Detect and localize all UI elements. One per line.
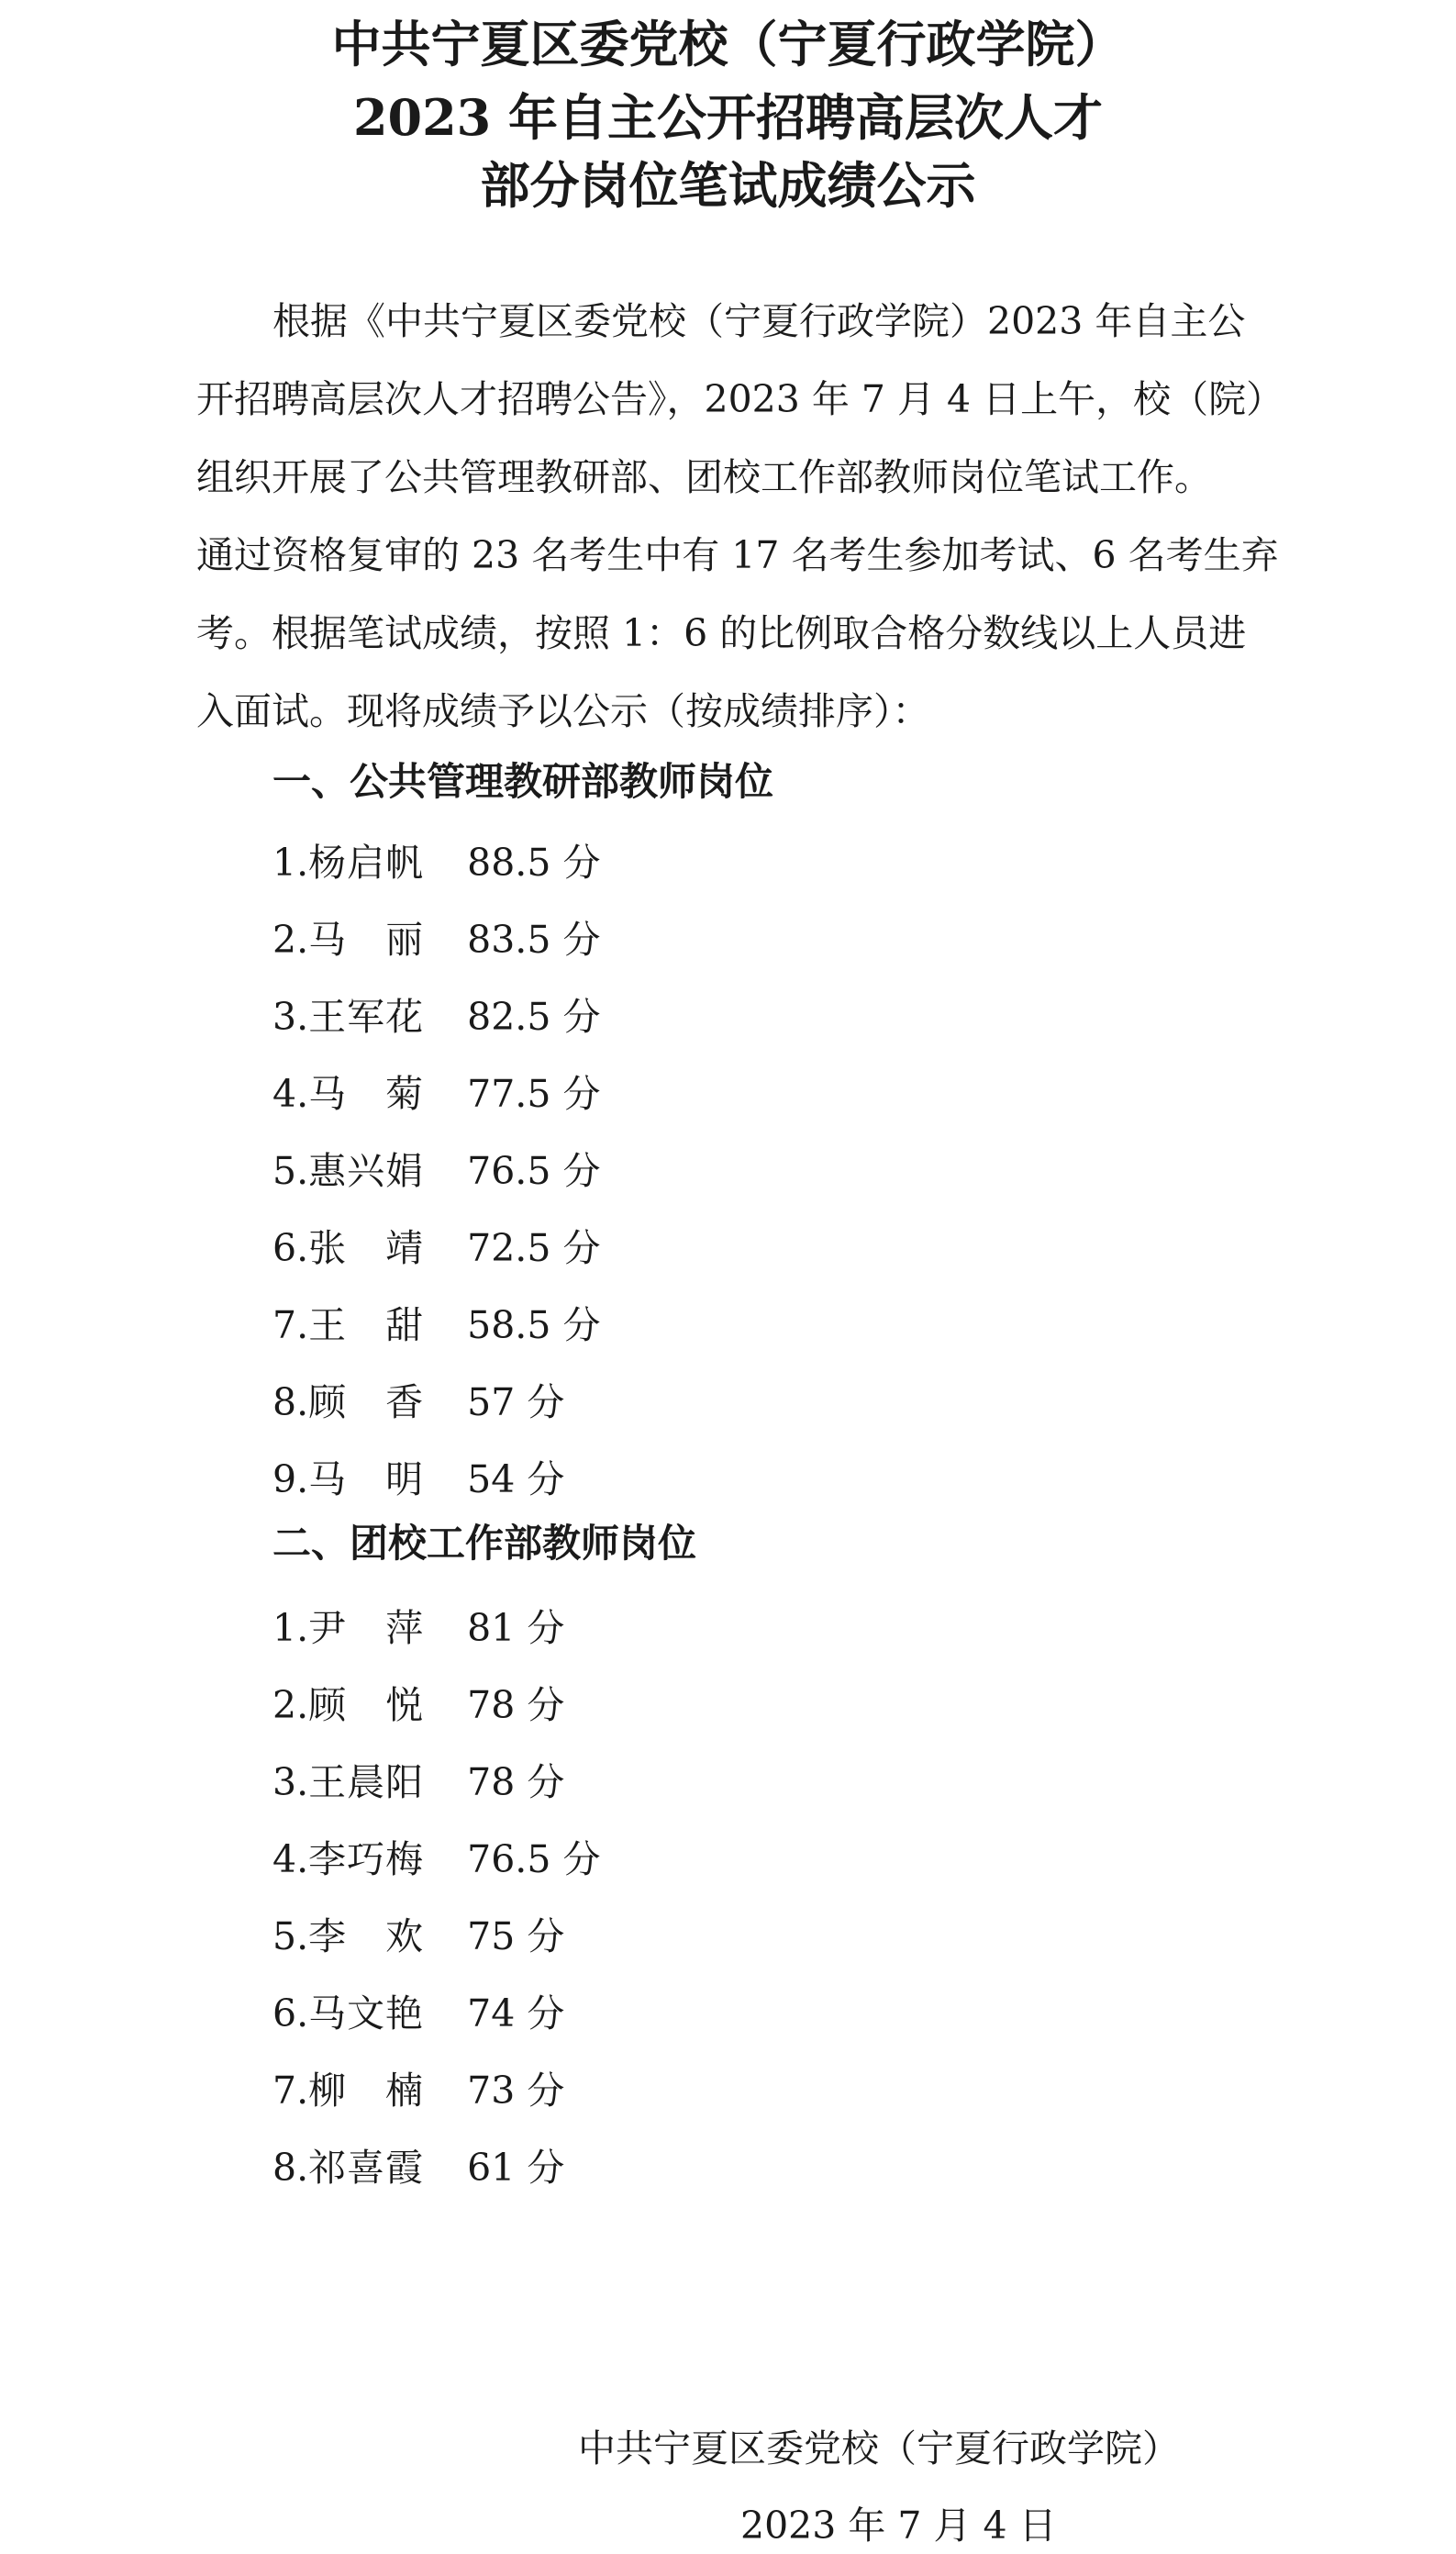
- item-name: 柳楠: [308, 2069, 424, 2113]
- list-item: [272, 1375, 564, 1430]
- item-name: 马丽: [308, 918, 424, 962]
- item-index: 2.: [272, 918, 309, 962]
- list-item: [272, 2140, 564, 2195]
- list-item: [272, 1600, 564, 1656]
- section-heading-2: 二、团校工作部教师岗位: [272, 1521, 697, 1566]
- item-index: 1.: [272, 1606, 309, 1650]
- item-name: 李巧梅: [308, 1837, 424, 1881]
- list-item: [272, 1909, 564, 1964]
- item-index: 2.: [272, 1683, 309, 1727]
- item-score: 58.5 分: [467, 1303, 601, 1347]
- item-score: 73 分: [467, 2069, 565, 2113]
- item-score: 83.5 分: [467, 918, 601, 962]
- list-item: [272, 1986, 564, 2041]
- paragraph-line: 入面试。现将成绩予以公示（按成绩排序）：: [196, 689, 930, 733]
- item-score: 78 分: [467, 1683, 565, 1727]
- item-score: 61 分: [467, 2146, 565, 2190]
- paragraph-line: 开招聘高层次人才招聘公告》，2023 年 7 月 4 日上午，校（院）: [196, 377, 1284, 421]
- item-index: 4.: [272, 1072, 309, 1116]
- item-index: 3.: [272, 995, 309, 1039]
- list-item: [272, 1832, 600, 1887]
- list-item: [272, 2063, 564, 2118]
- paragraph-line: 考。根据笔试成绩，按照 1：6 的比例取合格分数线以上人员进: [196, 611, 1247, 655]
- signature-date: 2023 年 7 月 4 日: [740, 2504, 1057, 2548]
- intro-paragraph: [196, 283, 1284, 751]
- item-name: 李欢: [308, 1914, 424, 1958]
- item-score: 78 分: [467, 1760, 565, 1804]
- item-name: 惠兴娟: [308, 1149, 424, 1193]
- section-heading-1: 一、公共管理教研部教师岗位: [272, 759, 774, 804]
- item-score: 77.5 分: [467, 1072, 601, 1116]
- list-item: [272, 1143, 600, 1199]
- item-index: 7.: [272, 2069, 309, 2113]
- paragraph-line: 根据《中共宁夏区委党校（宁夏行政学院）2023 年自主公: [272, 299, 1246, 343]
- item-index: 1.: [272, 841, 309, 885]
- item-name: 王军花: [308, 995, 424, 1039]
- item-index: 8.: [272, 1380, 309, 1424]
- item-score: 75 分: [467, 1914, 565, 1958]
- paragraph-line: 组织开展了公共管理教研部、团校工作部教师岗位笔试工作。: [196, 455, 1212, 499]
- item-name: 张靖: [308, 1226, 424, 1270]
- item-score: 54 分: [467, 1457, 565, 1501]
- item-name: 杨启帆: [308, 841, 424, 885]
- item-name: 马菊: [308, 1072, 424, 1116]
- list-item: [272, 989, 600, 1044]
- item-score: 76.5 分: [467, 1149, 601, 1193]
- item-name: 祁喜霞: [308, 2146, 424, 2190]
- item-score: 76.5 分: [467, 1837, 601, 1881]
- list-item: [272, 1755, 564, 1810]
- title-line-1: 中共宁夏区委党校（宁夏行政学院）: [331, 15, 1125, 73]
- item-name: 马明: [308, 1457, 424, 1501]
- list-item: [272, 1066, 600, 1121]
- item-score: 88.5 分: [467, 841, 601, 885]
- item-name: 马文艳: [308, 1991, 424, 2035]
- item-name: 顾香: [308, 1380, 424, 1424]
- item-score: 74 分: [467, 1991, 565, 2035]
- item-score: 57 分: [467, 1380, 565, 1424]
- list-item: [272, 1452, 564, 1507]
- item-index: 4.: [272, 1837, 309, 1881]
- list-item: [272, 835, 600, 890]
- item-name: 王晨阳: [308, 1760, 424, 1804]
- list-item: [272, 1678, 564, 1733]
- item-name: 顾悦: [308, 1683, 424, 1727]
- item-name: 尹萍: [308, 1606, 424, 1650]
- item-score: 82.5 分: [467, 995, 601, 1039]
- title-line-3: 部分岗位笔试成绩公示: [480, 156, 976, 215]
- signature-org: 中共宁夏区委党校（宁夏行政学院）: [578, 2426, 1180, 2470]
- item-name: 王甜: [308, 1303, 424, 1347]
- list-item: [272, 1298, 600, 1353]
- item-score: 81 分: [467, 1606, 565, 1650]
- list-item: [272, 1221, 600, 1276]
- paragraph-line: 通过资格复审的 23 名考生中有 17 名考生参加考试、6 名考生弃: [196, 533, 1279, 577]
- item-index: 3.: [272, 1760, 309, 1804]
- list-item: [272, 912, 600, 967]
- item-index: 5.: [272, 1914, 309, 1958]
- item-index: 9.: [272, 1457, 309, 1501]
- item-index: 7.: [272, 1303, 309, 1347]
- item-index: 6.: [272, 1991, 309, 2035]
- item-index: 8.: [272, 2146, 309, 2190]
- title-line-2: 2023 年自主公开招聘高层次人才: [352, 88, 1104, 147]
- item-score: 72.5 分: [467, 1226, 601, 1270]
- item-index: 6.: [272, 1226, 309, 1270]
- item-index: 5.: [272, 1149, 309, 1193]
